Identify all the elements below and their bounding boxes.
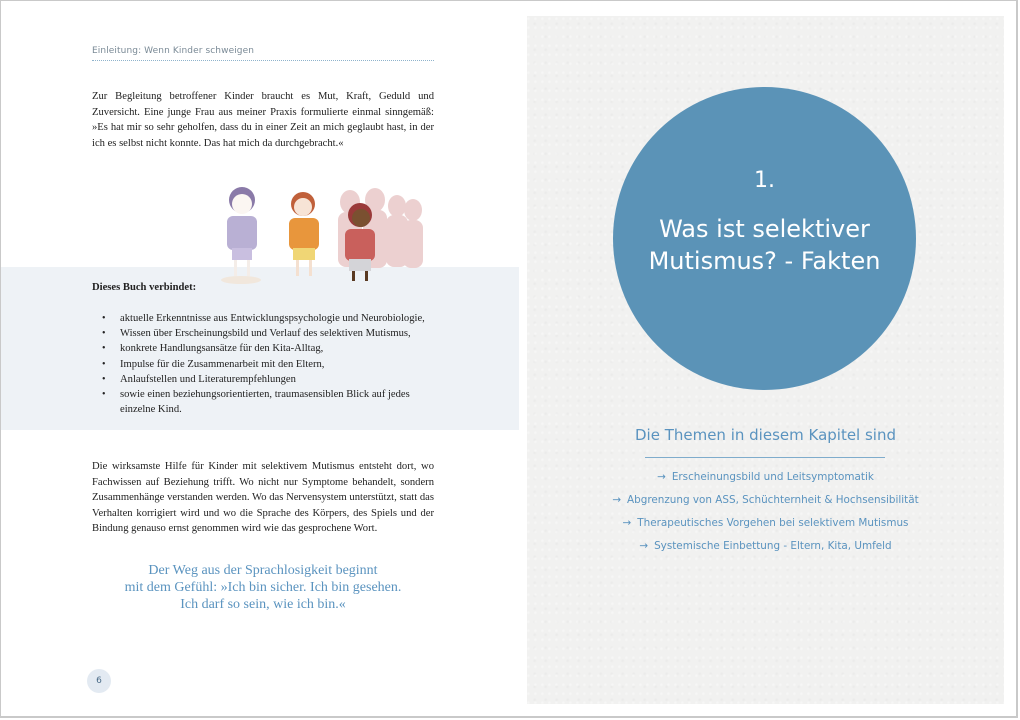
topic-item: → Erscheinungsbild und Leitsymptomatik bbox=[657, 471, 874, 483]
child-red bbox=[345, 203, 375, 281]
arrow-right-icon: → bbox=[657, 471, 666, 483]
children-illustration bbox=[205, 180, 430, 285]
pull-quote bbox=[92, 562, 434, 613]
list-item: • aktuelle Erkenntnisse aus Entwicklungspsychologie und Neurobiologie, bbox=[92, 311, 437, 326]
topic-item: → Therapeutisches Vorgehen bei selektivem Mutismus bbox=[622, 517, 909, 529]
chapter-title bbox=[613, 213, 916, 277]
child-orange bbox=[289, 192, 319, 276]
quote-line: Der Weg aus der Sprachlosigkeit beginnt bbox=[148, 563, 378, 578]
chapter-title-line: Was ist selektiver bbox=[659, 215, 870, 243]
arrow-right-icon: → bbox=[639, 540, 649, 552]
divider bbox=[645, 457, 885, 458]
list-item: • Impulse für die Zusammenarbeit mit den Eltern, bbox=[92, 357, 437, 372]
topic-item: → Abgrenzung von ASS, Schüchternheit & Hochsensibilität bbox=[612, 494, 919, 506]
page-number-badge: 6 bbox=[87, 669, 111, 693]
topics-title: Die Themen in diesem Kapitel sind bbox=[634, 426, 897, 444]
list-item: • Wissen über Erscheinungsbild und Verlauf des selektiven Mutismus, bbox=[92, 326, 437, 341]
topic-item: → Systemische Einbettung - Eltern, Kita, Umfeld bbox=[639, 540, 892, 552]
list-item: • konkrete Handlungsansätze für den Kita-Alltag, bbox=[92, 341, 437, 356]
arrow-right-icon: → bbox=[622, 517, 632, 529]
quote-line: mit dem Gefühl: »Ich bin sicher. Ich bin gesehen. bbox=[124, 580, 402, 595]
intro-paragraph: Zur Begleitung betroffener Kinder braucht es Mut, Kraft, Geduld und Zuversicht. Eine junge Frau aus meiner Praxis formulierte einmal sinngemäß: »Es hat mir so sehr geholfen, dass du in einer Zeit an mich geglaubt hast, in der ich es selbst nicht konnte. Das hat mich da durchgebracht.« bbox=[92, 91, 434, 149]
feature-list bbox=[92, 311, 437, 417]
list-item: • sowie einen beziehungsorientierten, traumasensiblen Blick auf jedes einzelne Kind. bbox=[92, 387, 437, 417]
running-head: Einleitung: Wenn Kinder schweigen bbox=[92, 46, 434, 61]
chapter-title-line: Mutismus? - Fakten bbox=[648, 247, 881, 275]
topics-list bbox=[527, 468, 1004, 560]
box-title: Dieses Buch verbindet: bbox=[92, 282, 197, 293]
quote-line: Ich darf so sein, wie ich bin.« bbox=[180, 597, 346, 612]
right-page bbox=[527, 16, 1004, 704]
body-paragraph: Die wirksamste Hilfe für Kinder mit selektivem Mutismus entsteht dort, wo Fachwissen auf Beziehung trifft. Wo nicht nur Symptome behandelt, sondern Zusammenhänge verstanden werden. Wo das Nervensystem unterstützt, statt das Verhalten korrigiert wird und wo die Sprache des Körpers, des Spiels und der Bindung genauso ernst genommen wird wie das gesprochene Wort. bbox=[92, 461, 434, 534]
child-purple bbox=[227, 187, 257, 276]
arrow-right-icon: → bbox=[612, 494, 622, 506]
chapter-number: 1. bbox=[754, 168, 775, 193]
list-item: • Anlaufstellen und Literaturempfehlungen bbox=[92, 372, 437, 387]
chapter-circle bbox=[613, 87, 916, 390]
